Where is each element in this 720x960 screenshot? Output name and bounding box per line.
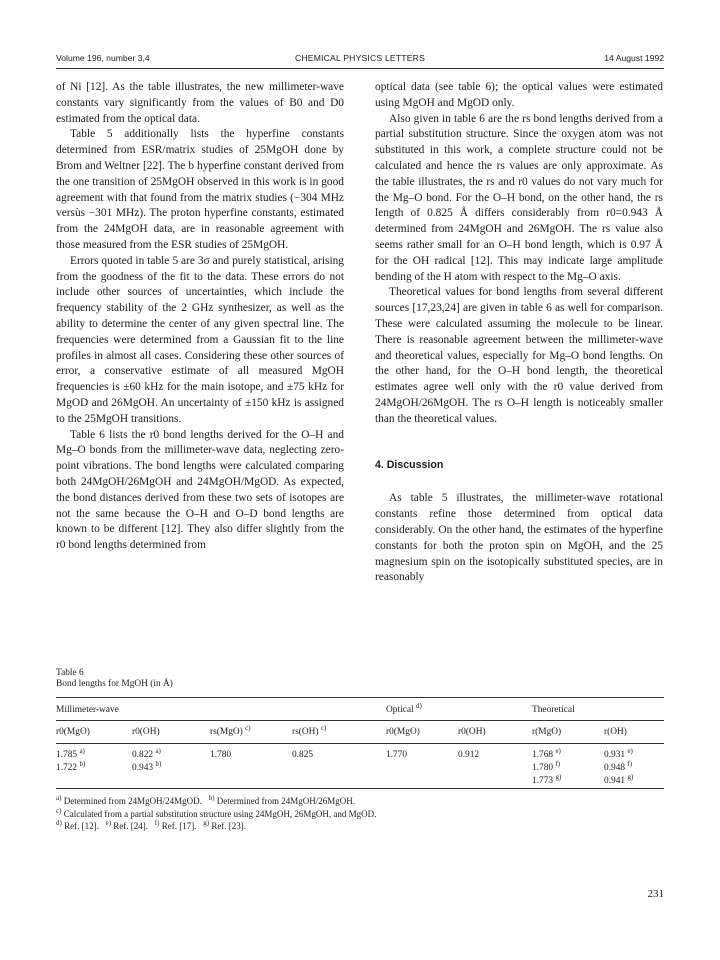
page-number: 231 <box>647 888 664 900</box>
group-mmwave: Millimeter-wave <box>56 698 386 721</box>
table-cell: 0.931 $^{e)}$ <box>604 746 633 760</box>
table-cell: 0.948 $^{f)}$ <box>604 759 633 773</box>
table-6 <box>56 668 664 833</box>
table-cell: 1.785 $^{a)}$ <box>56 746 85 760</box>
group-header-row <box>56 698 664 721</box>
footnote-line: $^{c)}$ Calculated from a partial substitution structure using 24MgOH, 26MgOH, and MgOD. <box>56 806 377 819</box>
left-paragraph-4: Table 6 lists the r0 bond lengths derived for the O–H and Mg–O bonds from the millimeter-wave data, neglecting zero-point vibrations. The bond lengths were calculated comparing both 24MgOH/26MgOH and 24MgOH/MgOD. As expected, the bond distances derived from these two sets of isotopes are not the same because the O–H and O–D bond lengths are known to be different [12]. They also differ slightly from the r0 bond lengths determined from <box>56 428 344 552</box>
group-optical: Optical $^{d)}$ <box>386 698 532 721</box>
left-paragraph-3: Errors quoted in table 5 are 3σ and purely statistical, arising from the goodness of the fit to the data. These errors do not include other sources of uncertainties, which include the frequency stability of the 2 GHz synthesizer, as well as the ability to determine the center of any given spectral line. The frequencies were determined from a Gaussian fit to the line profiles in almost all cases. Considering these other sources of error, a conservative estimate of all measured MgOH frequencies is ±60 kHz for the main isotope, and ±75 kHz for MgOD and 26MgOH. An uncertainty of ±150 kHz is assigned to the 25MgOH transitions. <box>56 254 344 425</box>
left-paragraph-1: of Ni [12]. As the table illustrates, the new millimeter-wave constants vary significantly from the values of B0 and D0 estimated from the optical data. <box>56 81 344 125</box>
footnote-line: $^{d)}$ Ref. [12]. $^{e)}$ Ref. [24]. $^{f)}$ Ref. [17]. $^{g)}$ Ref. [23]. <box>56 819 247 832</box>
left-paragraph-2: Table 5 additionally lists the hyperfine constants determined from ESR/matrix studies of 25MgOH done by Brom and Weltner [22]. The b hyperfine constant derived from the one transition of 25MgOH observed in this work is in good agreement with that found from the matrix studies (−304 MHz versùs −301 MHz). The proton hyperfine constants, estimated from the 24MgOH data, are in reasonable agreement with those measured from the ESR studies of 25MgOH. <box>56 128 344 251</box>
table-cell <box>458 775 532 789</box>
running-header <box>56 53 664 69</box>
table-cell: 1.780 $^{f)}$ <box>532 759 561 773</box>
footnote-line: $^{a)}$ Determined from 24MgOH/24MgOD. $^{b)}$ Determined from 24MgOH/26MgOH. <box>56 794 356 806</box>
table-cell: 1.773 $^{g)}$ <box>532 772 562 786</box>
table-row <box>56 744 664 763</box>
table-cell: 1.780 <box>210 750 232 760</box>
table-caption: Bond lengths for MgOH (in Å) <box>56 679 173 689</box>
bond-length-table <box>56 697 664 789</box>
right-paragraph-4: As table 5 illustrates, the millimeter-wave rotational constants refine those determined from optical data considerably. On the other hand, the estimates of the hyperfine constants for both the proton spin on MgOH, and the 25 magnesium spin on the isotopically substituted species, are in reasonably <box>375 492 663 584</box>
table-label: Table 6 <box>56 668 84 678</box>
table-cell <box>210 775 292 789</box>
journal-name: CHEMICAL PHYSICS LETTERS <box>294 53 426 63</box>
table-cell <box>292 762 386 775</box>
right-paragraph-1: optical data (see table 6); the optical values were estimated using MgOH and MgOD only. <box>375 81 663 109</box>
col-header: r0(MgO) <box>386 727 420 737</box>
table-cell: 0.825 <box>292 750 314 760</box>
table-cell: 0.912 <box>458 750 480 760</box>
volume-info: Volume 196, number 3,4 <box>56 53 150 63</box>
col-header: r(MgO) <box>532 727 562 737</box>
table-cell <box>458 762 532 775</box>
section-heading-discussion: 4. Discussion <box>375 458 444 471</box>
table-cell <box>292 775 386 789</box>
table-row <box>56 762 664 775</box>
issue-date: 14 August 1992 <box>604 53 664 63</box>
col-header: rs(OH) $^{c)}$ <box>292 723 327 737</box>
table-cell <box>386 775 458 789</box>
table-cell <box>210 762 292 775</box>
col-header: r0(MgO) <box>56 727 90 737</box>
table-cell <box>386 762 458 775</box>
header-rule <box>56 68 664 69</box>
table-cell: 1.770 <box>386 750 408 760</box>
table-cell: 0.941 $^{g)}$ <box>604 772 634 786</box>
table-cell: 0.943 $^{b)}$ <box>132 759 162 773</box>
column-header-row <box>56 721 664 744</box>
right-paragraph-3: Theoretical values for bond lengths from several different sources [17,23,24] are given in table 6 as well for comparison. These were calculated assuming the molecule to be linear. There is reasonable agreement between the millimeter-wave and theoretical values, especially for Mg–O bond lengths. On the other hand, for the O–H bond length, the theoretical estimates agree well only with the r0 value derived from 24MgOH/26MgOH. The rs O–H length is noticeably smaller than the theoretical values. <box>375 286 663 425</box>
col-header: rs(MgO) $^{c)}$ <box>210 723 251 737</box>
col-header: r0(OH) <box>132 727 160 737</box>
table-cell <box>132 775 210 789</box>
right-column <box>375 80 663 586</box>
col-header: r(OH) <box>604 727 627 737</box>
table-row <box>56 775 664 789</box>
table-footnotes <box>56 795 664 833</box>
group-theoretical: Theoretical <box>532 698 664 721</box>
table-cell: 1.768 $^{e)}$ <box>532 746 561 760</box>
table-cell: 0.822 $^{a)}$ <box>132 746 161 760</box>
table-cell <box>56 775 132 789</box>
left-column <box>56 80 344 554</box>
col-header: r0(OH) <box>458 727 486 737</box>
right-paragraph-2: Also given in table 6 are the rs bond lengths derived from a partial substitution structure. Since the oxygen atom was not substituted in this work, a complete structure could not be calculated and hence the rs values are only approximate. As the table illustrates, the rs and r0 values do not vary much for the Mg–O bond. For the O–H bond, on the other hand, the rs length of 0.825 Å differs considerably from r0=0.943 Å determined from 24MgOH and 26MgOH. The rs value also seems rather small for an O–H bond length, which is 0.97 Å for the OH radical [12]. This may indicate large amplitude bending of the H atom with respect to the Mg–O axis. <box>375 112 663 283</box>
table-cell: 1.722 $^{b)}$ <box>56 759 86 773</box>
